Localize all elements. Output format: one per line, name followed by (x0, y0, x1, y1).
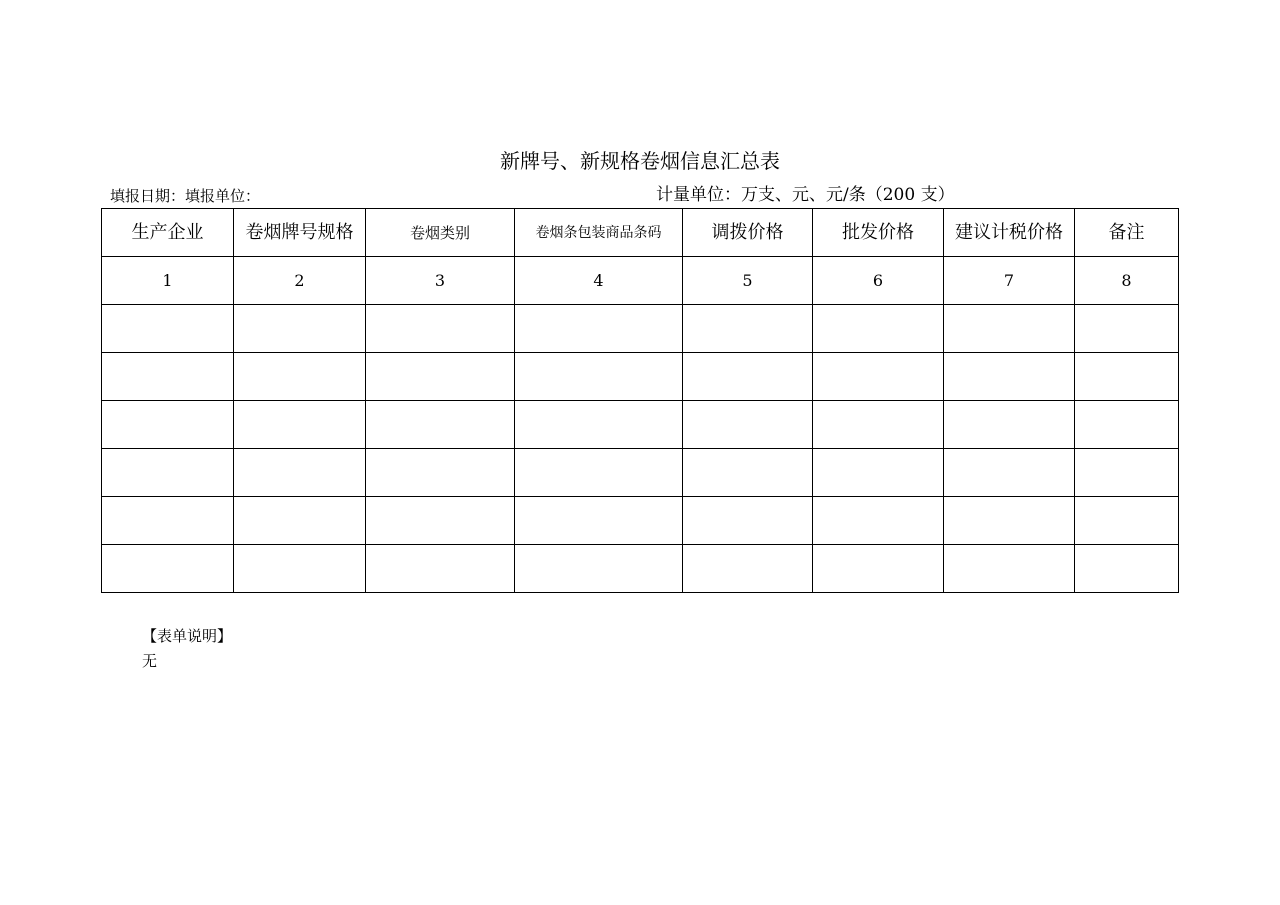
data-cell (813, 353, 944, 401)
data-cell (102, 497, 234, 545)
data-cell (366, 305, 515, 353)
data-cell (366, 545, 515, 593)
header-cell-tax-price: 建议计税价格 (944, 209, 1075, 257)
data-cell (683, 401, 813, 449)
header-cell-category: 卷烟类别 (366, 209, 515, 257)
header-cell-transfer-price: 调拨价格 (683, 209, 813, 257)
data-cell (234, 449, 366, 497)
fill-info-label: 填报日期：填报单位： (110, 187, 261, 205)
data-row (102, 353, 1179, 401)
data-cell (683, 449, 813, 497)
summary-table (101, 208, 1179, 593)
data-cell (944, 305, 1075, 353)
data-cell (102, 305, 234, 353)
data-cell (234, 497, 366, 545)
data-cell (813, 497, 944, 545)
number-row (102, 257, 1179, 305)
data-cell (515, 305, 683, 353)
data-cell (234, 545, 366, 593)
notes-body: 无 (142, 652, 158, 670)
number-cell: 2 (234, 257, 366, 305)
data-cell (944, 401, 1075, 449)
data-cell (944, 353, 1075, 401)
data-row (102, 449, 1179, 497)
data-row (102, 545, 1179, 593)
data-cell (1075, 449, 1179, 497)
data-cell (515, 545, 683, 593)
data-cell (366, 401, 515, 449)
number-cell: 7 (944, 257, 1075, 305)
header-row (102, 209, 1179, 257)
data-cell (813, 401, 944, 449)
data-row (102, 497, 1179, 545)
data-cell (366, 497, 515, 545)
data-cell (683, 545, 813, 593)
number-cell: 3 (366, 257, 515, 305)
number-cell: 4 (515, 257, 683, 305)
notes-heading: 【表单说明】 (142, 627, 233, 645)
data-cell (683, 497, 813, 545)
data-cell (813, 449, 944, 497)
number-cell: 8 (1075, 257, 1179, 305)
data-cell (944, 545, 1075, 593)
data-cell (813, 305, 944, 353)
data-row (102, 401, 1179, 449)
data-cell (234, 401, 366, 449)
data-cell (102, 401, 234, 449)
data-cell (234, 353, 366, 401)
data-cell (1075, 305, 1179, 353)
data-cell (1075, 497, 1179, 545)
number-cell: 5 (683, 257, 813, 305)
header-cell-wholesale-price: 批发价格 (813, 209, 944, 257)
data-cell (683, 353, 813, 401)
data-row (102, 305, 1179, 353)
empty-rows-body (102, 305, 1179, 593)
data-cell (515, 353, 683, 401)
data-cell (102, 449, 234, 497)
data-cell (683, 305, 813, 353)
data-cell (515, 401, 683, 449)
data-cell (366, 449, 515, 497)
data-cell (102, 545, 234, 593)
data-cell (234, 305, 366, 353)
data-cell (1075, 545, 1179, 593)
data-cell (944, 449, 1075, 497)
data-cell (515, 497, 683, 545)
data-cell (1075, 353, 1179, 401)
data-cell (813, 545, 944, 593)
data-cell (515, 449, 683, 497)
number-cell: 1 (102, 257, 234, 305)
data-cell (1075, 401, 1179, 449)
number-cell: 6 (813, 257, 944, 305)
data-cell (944, 497, 1075, 545)
unit-info-label: 计量单位：万支、元、元/条（200 支） (656, 185, 955, 205)
document-title: 新牌号、新规格卷烟信息汇总表 (500, 149, 780, 173)
data-cell (102, 353, 234, 401)
data-cell (366, 353, 515, 401)
header-cell-remarks: 备注 (1075, 209, 1179, 257)
header-cell-brand-spec: 卷烟牌号规格 (234, 209, 366, 257)
header-cell-barcode: 卷烟条包装商品条码 (515, 209, 683, 257)
header-cell-producer: 生产企业 (102, 209, 234, 257)
